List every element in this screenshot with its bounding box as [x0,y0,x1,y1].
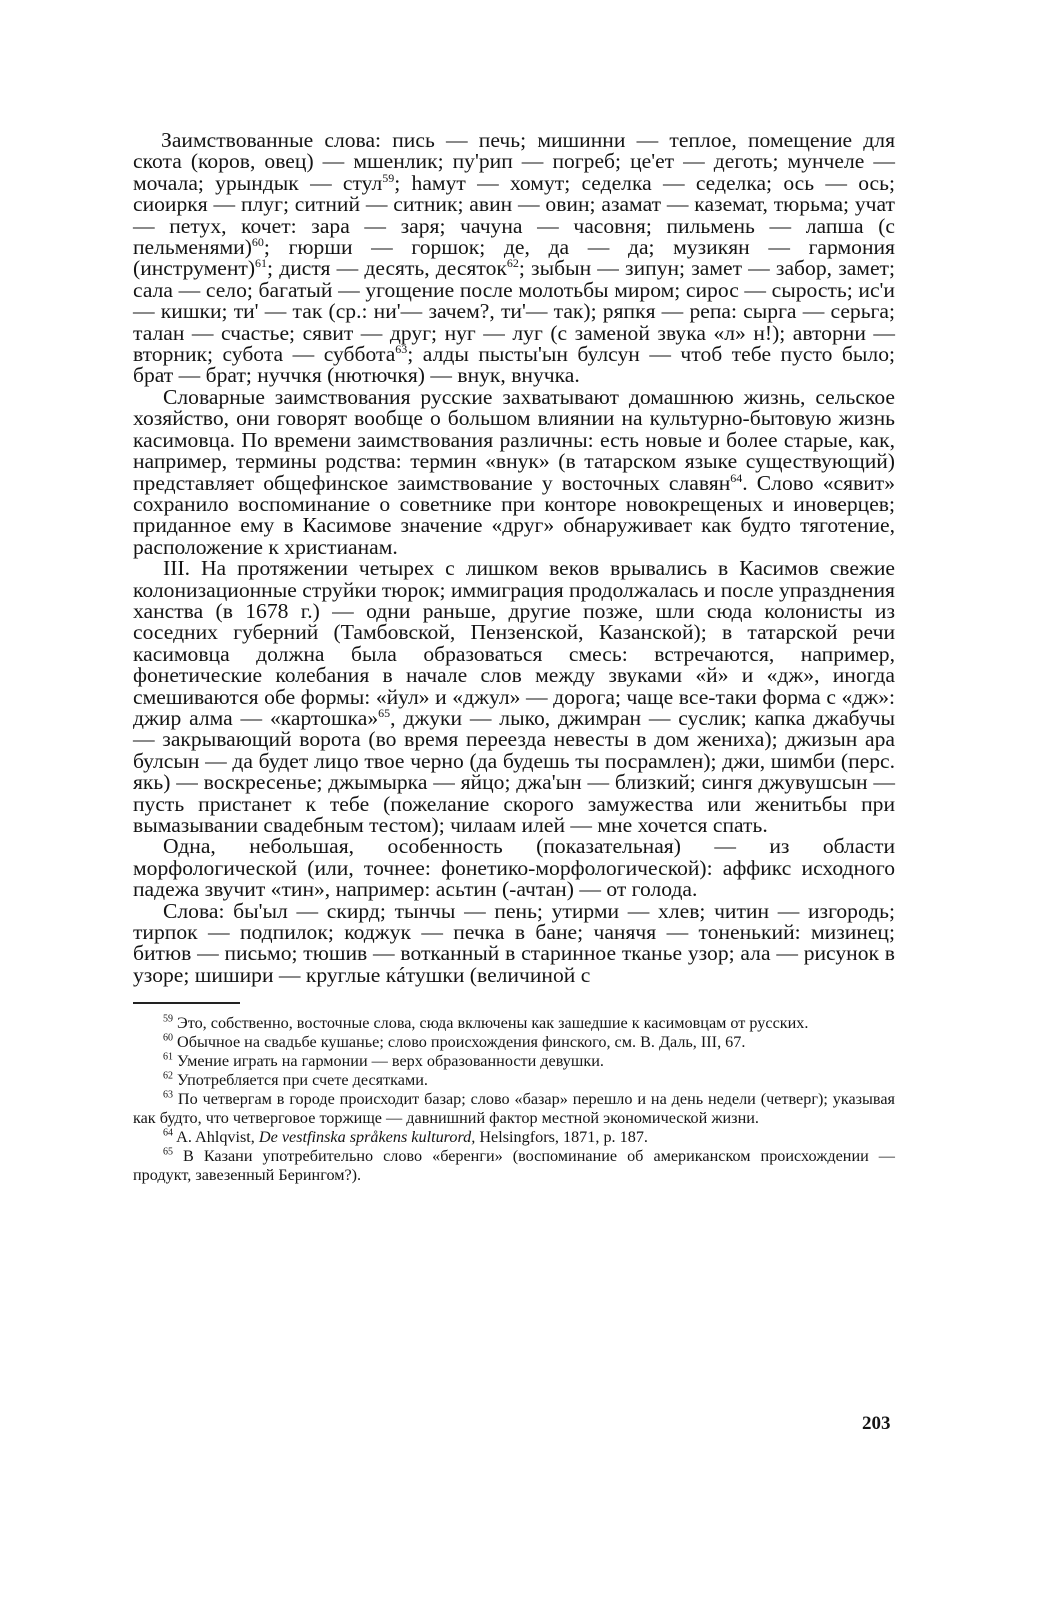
footnote-ref: 63 [163,1089,173,1101]
page-body [133,130,895,1184]
text-run: ; зыбын — зипун; замет — забор, замет; сала — село; багатый — угощение после молотьбы миром; сирос — сырость; ис'и — кишки; ти' — так (ср.: ни'— зачем?, ти'— так); ряпкя — репа: сырга — серьга; талан — счастье; сявит — друг; нуг — луг (с заменой звука «л» н!); авторни — вторник; субота — суббота [133,256,895,367]
footnote-ref: 60 [251,234,264,249]
text-run: Слова: бы'ыл — скирд; тынчы — пень; утирми — хлев; читин — изгородь; тирпок — подпилок; коджук — печка в бане; чанячя — тоненький: мизинец; битюв — письмо; тюшив — вотканный в старинное тканье узор; ала — рисунок в узоре; шишири — круглые кáтушки (величиной с [133,898,895,987]
text-run: Это, собственно, восточные слова, сюда включены как зашедшие к касимовцам от русских. [173,1014,809,1033]
footnote-divider [133,1002,240,1004]
footnote [133,1033,895,1052]
paragraph [133,130,895,387]
text-run: ; гюрши — горшок; де, да — да; музикян — гармония (инструмент) [133,235,895,281]
text-run: Употребляется при счете десятками. [173,1070,428,1089]
text-run: Словарные заимствования русские захватывают домашнюю жизнь, сельское хозяйство, они говорят вообще о большом влиянии на культурно-бытовую жизнь касимовца. По времени заимствования различны: есть новые и более старые, как, например, термины родства: термин «внук» (в татарском языке существующий) представляет общефинское заимствование у восточных славян [133,384,895,495]
text-run: Helsingfors, 1871, p. 187. [475,1127,648,1146]
text-run: III. На протяжении четырех с лишком веков врывались в Касимов свежие колонизационные струйки тюрок; иммиграция продолжалась и после упразднения ханства (в 1678 г.) — одни раньше, другие позже, шли сюда колонисты из соседних губерний (Тамбовской, Пензенской, Казанской); в татарской речи касимовца должна была образоваться смесь: встречаются, например, фонетические колебания в начале слов между звуками «й» и «дж», иногда смешиваются обе формы: «йул» и «джул» — дорога; чаще все-таки форма с «дж»: джир алма — «картошка» [133,556,895,730]
text-run: ; hамут — хомут; седелка — седелка; ось — ось; сиоиркя — плуг; ситний — ситник; авин — овин; азамат — каземат, тюрьма; учат — петух, кочет: зара — заря; чачуна — часовня; пильмень — лапша (с пельменями) [133,170,895,260]
footnote [133,1014,895,1033]
footnote [133,1147,895,1185]
main-text [133,130,895,986]
footnote-ref: 59 [163,1013,173,1025]
text-run: Заимствованные слова: пись — печь; мишинни — теплое, помещение для скота (коров, овец) — мшенлик; пу'рип — погреб; це'ет — деготь; мунчеле — мочала; урындык — стул [133,128,895,195]
footnote-ref: 61 [163,1051,173,1063]
paragraph [133,558,895,836]
footnote-ref: 62 [506,256,519,271]
footnotes [133,1014,895,1184]
footnote-ref: 64 [163,1127,173,1139]
text-run: ; дистя — десять, десяток [267,256,507,281]
footnote [133,1090,895,1128]
footnote-ref: 63 [395,341,408,356]
text-run: Умение играть на гармонии — верх образованности девушки. [173,1052,604,1071]
footnote-ref: 61 [255,256,268,271]
text-run: A. Ahlqvist, [173,1127,259,1146]
text-run: По четвергам в городе происходит базар; слово «базар» перешло и на день недели (четверг); указывая как будто, что четверговое торжище — давнишний фактор местной экономической жизни. [133,1089,895,1127]
text-run: Обычное на свадьбе кушанье; слово происхождения финского, см. В. Даль, III, 67. [173,1033,746,1052]
footnote-ref: 65 [378,705,391,720]
page-number: 203 [862,1413,891,1434]
footnote-ref: 65 [163,1146,173,1158]
footnote-ref: 59 [382,170,395,185]
footnote [133,1071,895,1090]
paragraph [133,384,895,559]
paragraph [133,836,895,900]
footnote-ref: 62 [163,1070,173,1082]
footnote-ref: 60 [163,1032,173,1044]
italic-title: De vestfinska språkens kulturord, [258,1127,476,1146]
paragraph [133,898,895,987]
footnote [133,1052,895,1071]
footnote-ref: 64 [730,470,743,485]
footnote [133,1128,895,1147]
text-run: В Казани употребительно слово «беренги» (воспоминание об американском происхождении — продукт, завезенный Берингом?). [133,1146,895,1184]
text-run: Одна, небольшая, особенность (показательная) — из области морфологической (или, точнее: фонетико-морфологической): аффикс исходного падежа звучит «тин», например: асьтин (-ачтан) — от голода. [133,834,895,902]
text-run: , джуки — лыко, джимран — суслик; капка джабучы — закрывающий ворота (во время переезда невесты в дом жениха); джизын ара булсын — да будет лицо твое черно (да будешь ты посрамлен); джи, шимби (перс. якь) — воскресенье; джымырка — яйцо; джа'ын — близкий; сингя джувушсын — пусть пристанет к тебе (пожелание скорого замужества или женитьбы при вымазывании свадебным тестом); чилаам илей — мне хочется спать. [133,705,895,837]
text-run: ; алды пысты'ын булсун — чтоб тебе пусто было; брат — брат; нуччкя (нютючкя) — внук, внучка. [133,342,895,388]
text-run: . Слово «сявит» сохранило воспоминание о советнике при конторе новокрещеных и иноверцев; приданное ему в Касимове значение «друг» обнаруживает как будто тяготение, расположение к христианам. [133,470,895,559]
